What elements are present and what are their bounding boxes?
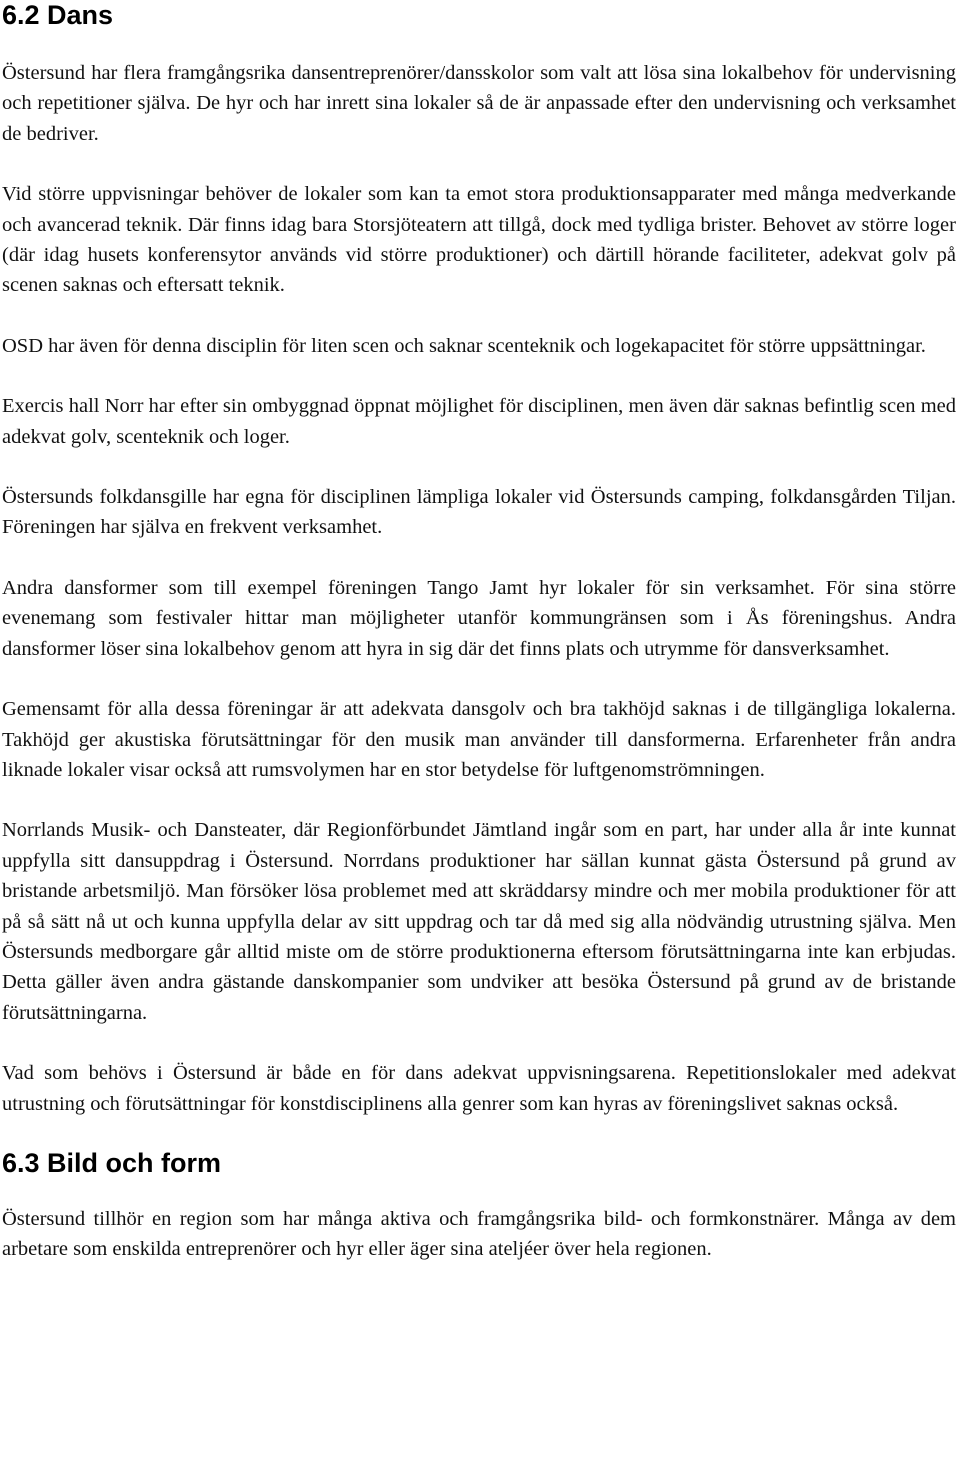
paragraph: Vid större uppvisningar behöver de lokaler som kan ta emot stora produktionsapparater med många medverkande och avancerad teknik. Där finns idag bara Storsjöteatern att tillgå, dock med tydliga brister. Behovet av större loger (där idag husets konferensytor används vid större produktioner) och därtill hörande faciliteter, adekvat golv på scenen saknas och eftersatt teknik. — [2, 183, 956, 297]
paragraph: Östersund har flera framgångsrika dansentreprenörer/dansskolor som valt att lösa sina lokalbehov för undervisning och repetitioner själva. De hyr och har inrett sina lokaler så de är anpassade efter den undervisning och verksamhet de bedriver. — [2, 62, 956, 145]
paragraph: Östersund tillhör en region som har många aktiva och framgångsrika bild- och formkonstnärer. Många av dem arbetare som enskilda entreprenörer och hyr eller äger sina ateljéer över hela regionen. — [2, 1207, 956, 1261]
section-dans — [2, 0, 956, 1119]
paragraph: OSD har även för denna disciplin för liten scen och saknar scenteknik och logekapacitet för större uppsättningar. — [2, 334, 926, 357]
paragraph: Gemensamt för alla dessa föreningar är att adekvata dansgolv och bra takhöjd saknas i de tillgängliga lokalerna. Takhöjd ger akustiska förutsättningar för den musik man använder till dansformerna. Erfarenheter från andra liknade lokaler visar också att rumsvolymen har en stor betydelse för luftgenomströmningen. — [2, 698, 956, 781]
section-heading-bild-och-form: 6.3 Bild och form — [2, 1147, 222, 1178]
paragraph: Norrlands Musik- och Dansteater, där Regionförbundet Jämtland ingår som en part, har under alla år inte kunnat uppfylla sitt dansuppdrag i Östersund. Norrdans produktioner har sällan kunnat gästa Östersund på grund av bristande arbetsmiljö. Man försöker lösa problemet med att skräddarsy mindre och mer mobila produktioner för att på så sätt nå ut och kunna uppfylla delar av sitt uppdrag och tar då med sig alla nödvändig utrustning själva. Men Östersunds medborgare går alltid miste om de större produktionerna eftersom förutsättningarna inte kan erbjudas. Detta gäller även andra gästande danskompanier som undviker att besöka Östersund på grund av de bristande förutsättningarna. — [2, 819, 956, 1024]
section-bild-och-form — [2, 1147, 956, 1265]
paragraph: Exercis hall Norr har efter sin ombyggnad öppnat möjlighet för disciplinen, men även där saknas befintlig scen med adekvat golv, scenteknik och loger. — [2, 395, 956, 448]
paragraph: Andra dansformer som till exempel föreningen Tango Jamt hyr lokaler för sin verksamhet. För sina större evenemang som festivaler hittar man möjligheter utanför kommungränsen som i Ås föreningshus. Andra dansformer löser sina lokalbehov genom att hyra in sig där det finns plats och utrymme för dansverksamhet. — [2, 576, 956, 660]
paragraph: Östersunds folkdansgille har egna för disciplinen lämpliga lokaler vid Östersunds camping, folkdansgården Tiljan. Föreningen har själva en frekvent verksamhet. — [2, 486, 956, 539]
section-heading-dans: 6.2 Dans — [2, 0, 114, 30]
paragraph: Vad som behövs i Östersund är både en för dans adekvat uppvisningsarena. Repetitionslokaler med adekvat utrustning och förutsättningar för konstdisciplinens alla genrer som kan hyras av föreningslivet saknas också. — [2, 1062, 956, 1115]
